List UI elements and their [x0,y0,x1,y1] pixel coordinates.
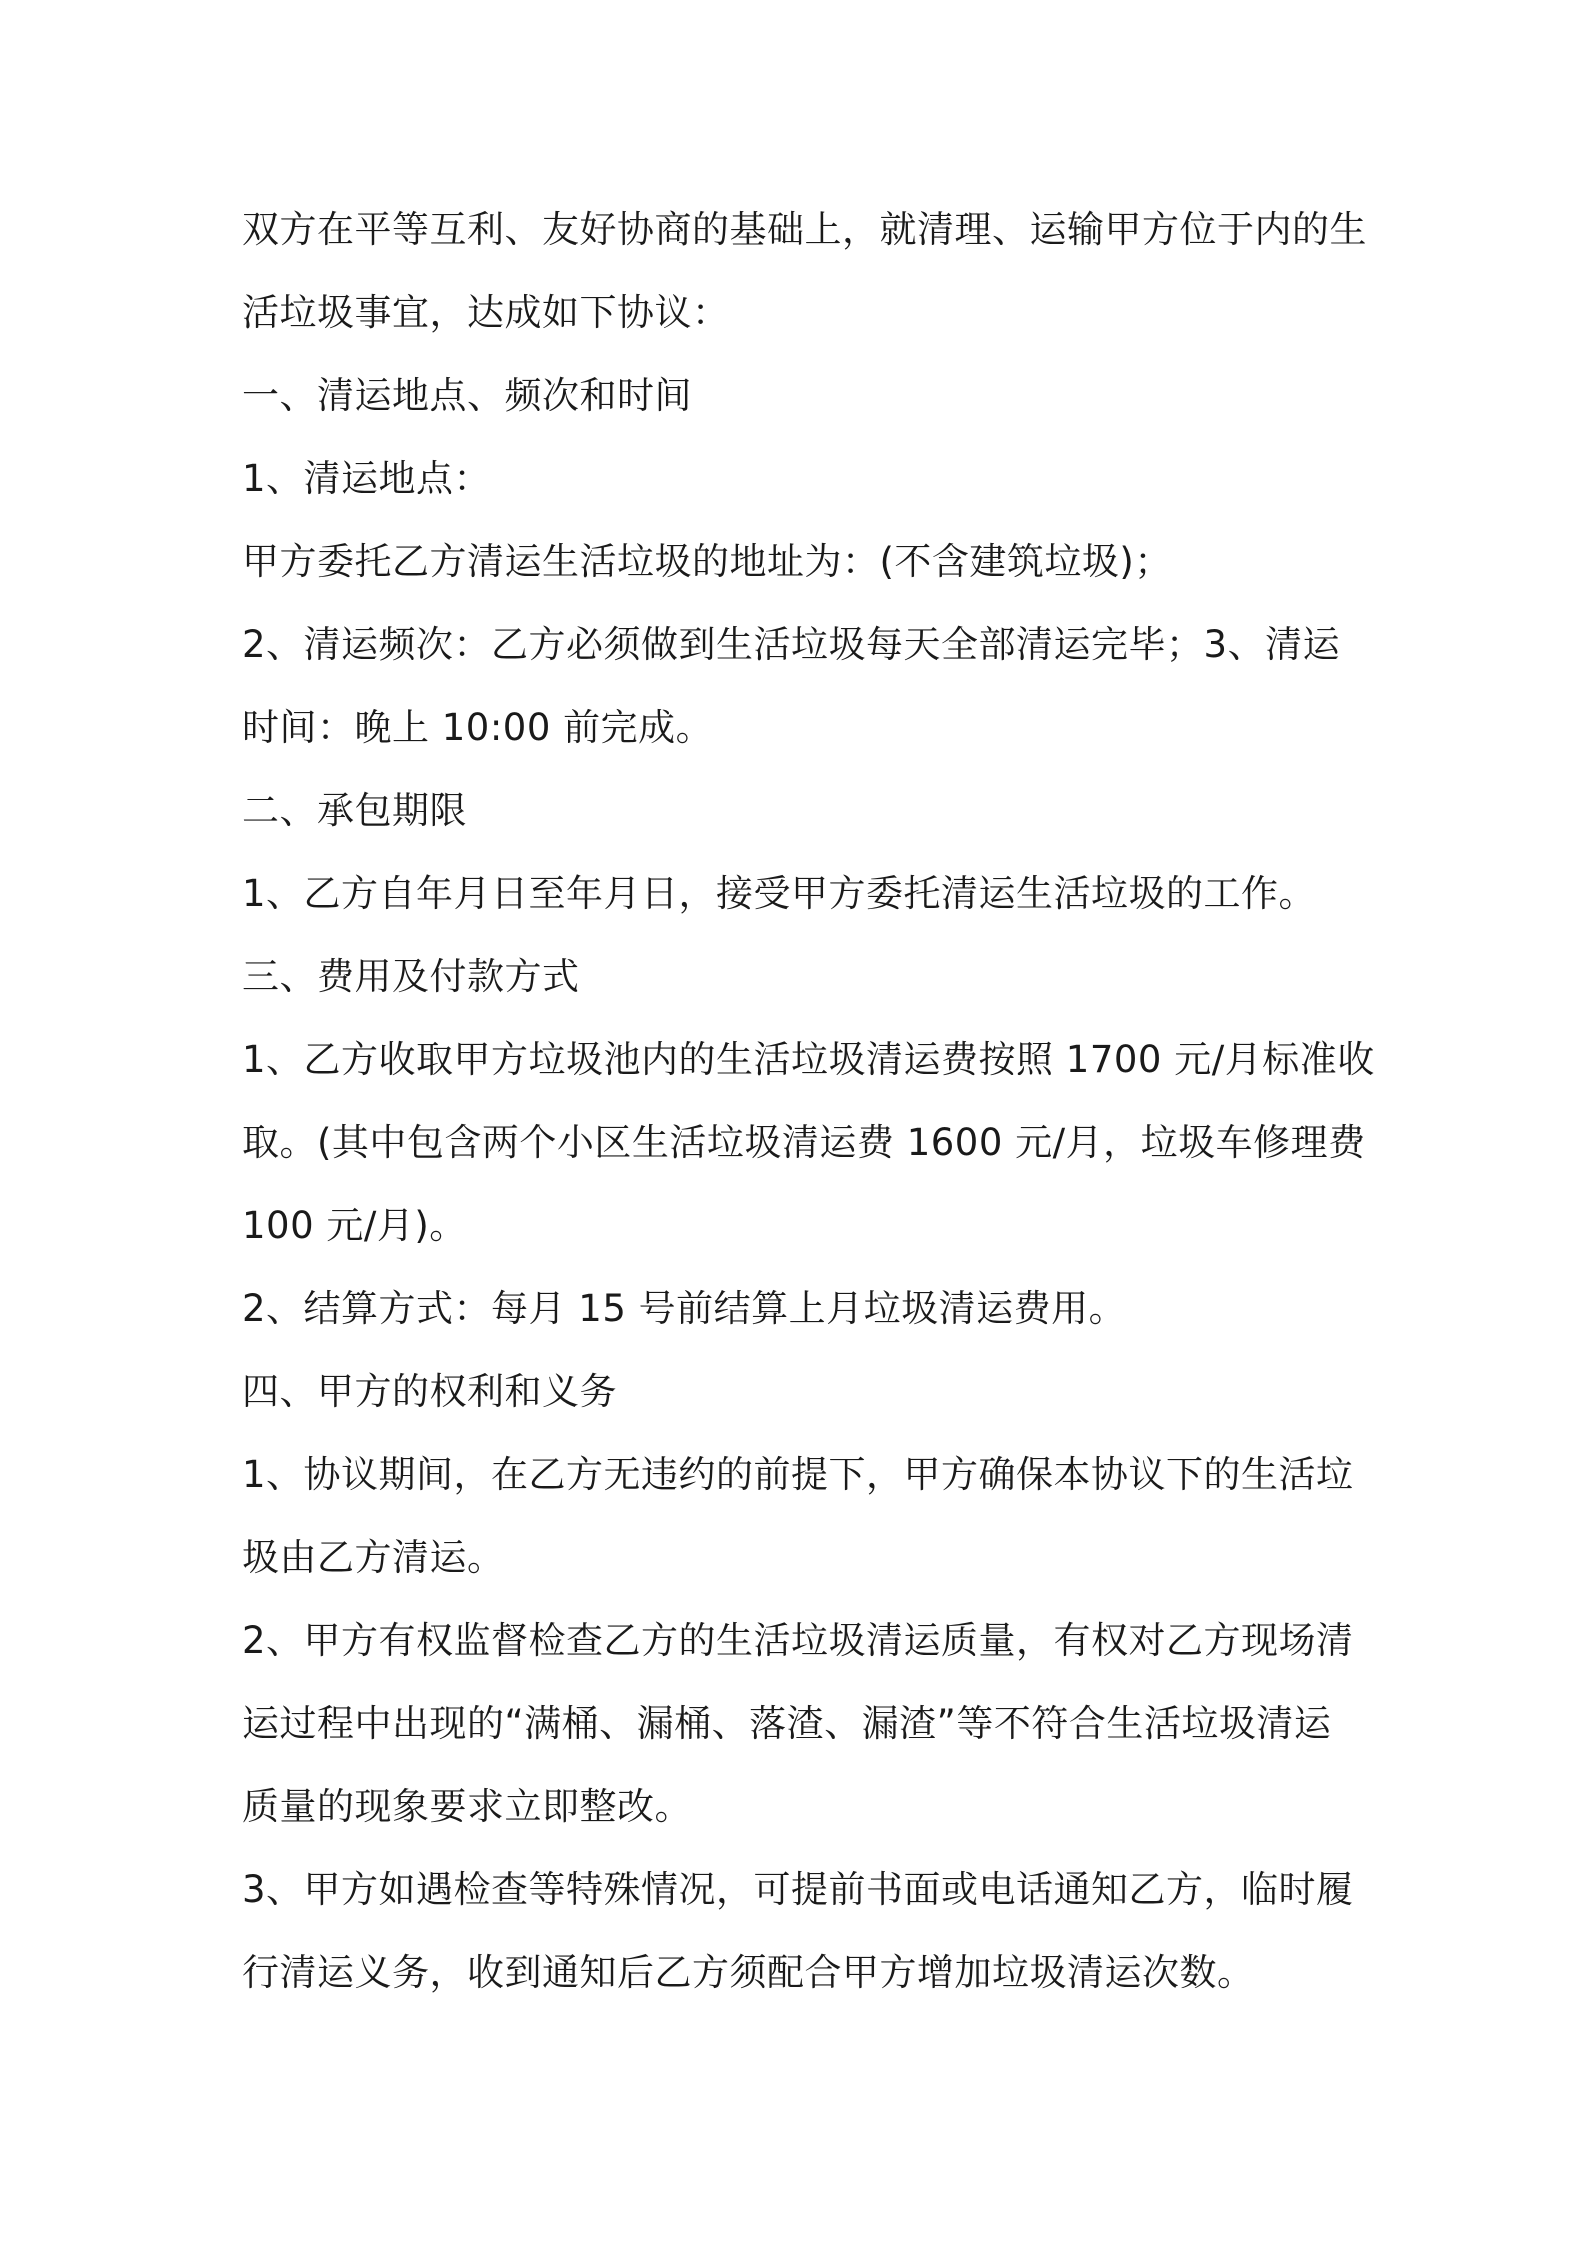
text-line: 行清运义务，收到通知后乙方须配合甲方增加垃圾清运次数。 [242,1951,1255,1994]
text-line: 2、甲方有权监督检查乙方的生活垃圾清运质量，有权对乙方现场清 [242,1619,1354,1662]
text-line: 2、结算方式：每月 15 号前结算上月垃圾清运费用。 [242,1287,1127,1330]
section-heading: 四、甲方的权利和义务 [242,1370,617,1413]
text-line: 3、甲方如遇检查等特殊情况，可提前书面或电话通知乙方，临时履 [242,1868,1354,1911]
section-heading: 三、费用及付款方式 [242,955,580,998]
text-line: 圾由乙方清运。 [242,1536,505,1579]
section-heading: 一、清运地点、频次和时间 [242,374,692,417]
text-line: 甲方委托乙方清运生活垃圾的地址为：(不含建筑垃圾)； [242,540,1172,583]
text-line: 质量的现象要求立即整改。 [242,1785,692,1828]
text-line: 2、清运频次：乙方必须做到生活垃圾每天全部清运完毕；3、清运 [242,623,1341,666]
text-line: 1、乙方自年月日至年月日，接受甲方委托清运生活垃圾的工作。 [242,872,1317,915]
text-line: 1、乙方收取甲方垃圾池内的生活垃圾清运费按照 1700 元/月标准收 [242,1038,1375,1081]
text-line: 1、清运地点： [242,457,492,500]
text-line: 1、协议期间，在乙方无违约的前提下，甲方确保本协议下的生活垃 [242,1453,1354,1496]
text-line: 运过程中出现的“满桶、漏桶、落渣、漏渣”等不符合生活垃圾清运 [242,1702,1332,1745]
text-line: 100 元/月)。 [242,1204,467,1247]
text-line: 取。(其中包含两个小区生活垃圾清运费 1600 元/月，垃圾车修理费 [242,1121,1366,1164]
section-heading: 二、承包期限 [242,789,467,832]
text-line: 双方在平等互利、友好协商的基础上，就清理、运输甲方位于内的生 [242,208,1367,251]
text-line: 时间：晚上 10:00 前完成。 [242,706,714,749]
text-line: 活垃圾事宜，达成如下协议： [242,291,730,334]
